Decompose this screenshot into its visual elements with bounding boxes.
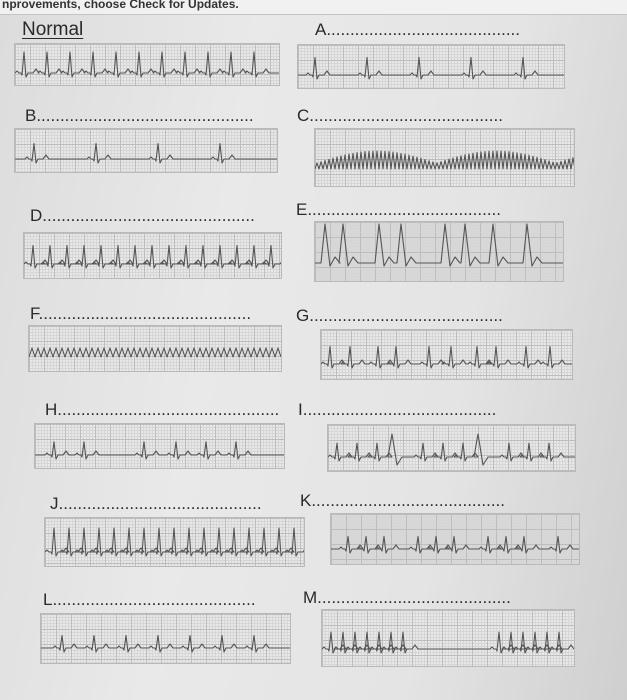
ecg-trace [41,636,290,653]
ecg-strip-g [320,329,573,380]
ecg-strip-f [28,325,282,372]
ecg-strip-h [34,423,285,469]
panel-label-h: H............................................... [45,400,280,419]
panel-label-i: I......................................... [298,400,497,419]
panel-label-m: M......................................... [303,588,511,607]
ecg-trace [321,347,572,369]
panel-label-e: E......................................... [296,200,501,219]
ecg-strip-c [314,128,575,187]
panel-label-g: G......................................... [296,306,503,325]
ecg-strip-m [321,609,575,667]
ecg-strip-b [14,128,278,173]
ecg-strip-e [314,221,564,282]
ecg-trace [29,348,281,357]
panel-label-c: C......................................... [297,106,503,125]
ecg-strip-normal [14,43,280,86]
ecg-strip-k [330,513,580,565]
ecg-trace [315,224,563,266]
ecg-strip-d [23,232,282,279]
ecg-trace [24,246,281,268]
ecg-strip-i [327,424,576,472]
panel-label-d: D............................................. [30,206,255,225]
ecg-strip-a [297,44,565,89]
ecg-trace [328,434,575,465]
panel-label-j: J........................................... [50,494,262,513]
ecg-trace [15,144,277,163]
ecg-strip-l [40,613,291,664]
panel-label-b: B.............................................. [25,106,254,125]
ecg-trace [15,52,279,77]
ecg-trace [298,57,564,79]
ecg-strip-j [44,517,305,567]
panel-label-normal: Normal [22,20,84,40]
panel-label-f: F............................................. [30,304,252,323]
panel-label-a: A......................................... [315,20,520,39]
ecg-trace [322,632,574,653]
panel-label-k: K......................................... [300,491,505,510]
ecg-trace [315,151,574,169]
panel-label-l: L........................................... [43,590,256,609]
ecg-trace [35,442,284,459]
ecg-trace [45,528,304,556]
update-notice-bar [0,0,627,15]
ecg-trace [331,537,579,554]
update-notice-text: nprovements, choose Check for Updates. [2,0,239,11]
